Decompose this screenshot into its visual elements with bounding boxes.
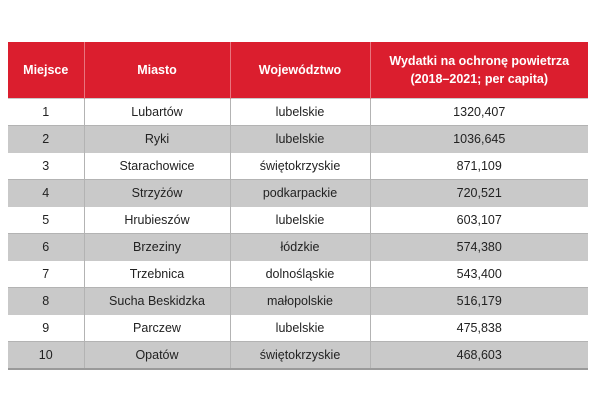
table-row — [8, 126, 588, 153]
table-row — [8, 234, 588, 261]
table-row — [8, 99, 588, 126]
header-spending-subtitle: (2018–2021; per capita) — [410, 72, 549, 86]
table-row — [8, 153, 588, 180]
header-city: Miasto — [84, 42, 230, 99]
cell-voivodeship: dolnośląskie — [230, 261, 370, 288]
cell-spending: 871,109 — [370, 153, 588, 180]
cell-spending: 543,400 — [370, 261, 588, 288]
header-voivodeship: Województwo — [230, 42, 370, 99]
cell-voivodeship: łódzkie — [230, 234, 370, 261]
cell-spending: 720,521 — [370, 180, 588, 207]
cell-rank: 4 — [8, 180, 84, 207]
table-row — [8, 180, 588, 207]
cell-rank: 1 — [8, 99, 84, 126]
cell-rank: 9 — [8, 315, 84, 342]
cell-city: Brzeziny — [84, 234, 230, 261]
header-row — [8, 42, 588, 99]
cell-city: Starachowice — [84, 153, 230, 180]
table-row — [8, 342, 588, 369]
cell-spending: 468,603 — [370, 342, 588, 369]
cell-voivodeship: lubelskie — [230, 315, 370, 342]
cell-city: Parczew — [84, 315, 230, 342]
cell-spending: 603,107 — [370, 207, 588, 234]
cell-city: Trzebnica — [84, 261, 230, 288]
cell-spending: 475,838 — [370, 315, 588, 342]
cell-city: Opatów — [84, 342, 230, 369]
cell-voivodeship: świętokrzyskie — [230, 342, 370, 369]
cell-voivodeship: podkarpackie — [230, 180, 370, 207]
cell-voivodeship: małopolskie — [230, 288, 370, 315]
cell-rank: 7 — [8, 261, 84, 288]
ranking-table — [8, 42, 588, 368]
header-spending-title: Wydatki na ochronę powietrza — [389, 54, 570, 68]
table-row — [8, 207, 588, 234]
cell-voivodeship: lubelskie — [230, 126, 370, 153]
cell-spending: 1320,407 — [370, 99, 588, 126]
ranking-table-container — [8, 42, 588, 362]
table-header — [8, 42, 588, 99]
cell-rank: 5 — [8, 207, 84, 234]
cell-city: Hrubieszów — [84, 207, 230, 234]
table-row — [8, 261, 588, 288]
table-bottom-rule — [8, 368, 588, 370]
cell-city: Strzyżów — [84, 180, 230, 207]
header-spending — [370, 42, 588, 99]
table-body — [8, 99, 588, 369]
cell-rank: 6 — [8, 234, 84, 261]
cell-city: Sucha Beskidzka — [84, 288, 230, 315]
cell-voivodeship: świętokrzyskie — [230, 153, 370, 180]
cell-spending: 1036,645 — [370, 126, 588, 153]
table-row — [8, 315, 588, 342]
cell-city: Ryki — [84, 126, 230, 153]
cell-city: Lubartów — [84, 99, 230, 126]
cell-voivodeship: lubelskie — [230, 207, 370, 234]
header-rank: Miejsce — [8, 42, 84, 99]
cell-spending: 516,179 — [370, 288, 588, 315]
cell-rank: 2 — [8, 126, 84, 153]
cell-rank: 10 — [8, 342, 84, 369]
cell-rank: 3 — [8, 153, 84, 180]
cell-rank: 8 — [8, 288, 84, 315]
cell-voivodeship: lubelskie — [230, 99, 370, 126]
cell-spending: 574,380 — [370, 234, 588, 261]
table-row — [8, 288, 588, 315]
